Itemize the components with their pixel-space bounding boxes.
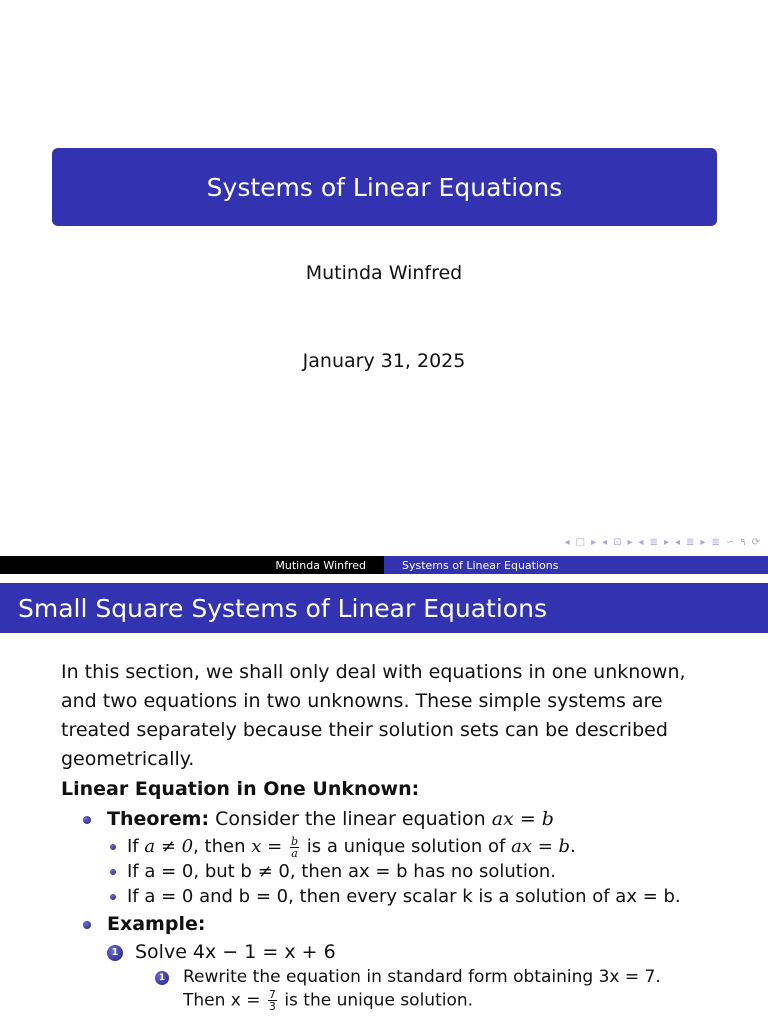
theorem-equation: ax = b [491,808,554,830]
case-prefix: If [127,836,139,857]
nav-prev-section-icon[interactable]: ◂ [675,537,681,548]
substep-line-1: Rewrite the equation in standard form obtaining 3x = 7. [183,967,661,987]
fraction-7-over-3 [268,989,277,1012]
section-heading: Linear Equation in One Unknown: [61,778,420,800]
case-item: If a = 0, but b ≠ 0, then ax = b has no solution. [107,859,721,884]
case-middle: , then [193,836,246,857]
case-end: . [570,836,576,857]
fraction-denominator: a [291,846,298,860]
example-label: Example: [107,913,206,935]
frame-title [0,583,768,633]
slide-content [61,658,721,1013]
fraction-numerator: b [290,834,298,848]
case-equation: ax = b [511,836,571,857]
enum-number-1a: 1 [155,971,169,985]
fraction-numerator: 7 [268,988,276,1001]
substep-line-2 [183,989,721,1013]
author-name: Mutinda Winfred [305,262,463,284]
theorem-cases [107,834,721,909]
footer-author: Mutinda Winfred [0,556,384,574]
nav-next-subsection-icon[interactable]: ▸ [663,537,669,548]
nav-prev-subsection-icon[interactable]: ◂ [638,537,644,548]
example-step [107,939,721,1013]
nav-subsection-icon[interactable]: ≣ [649,537,658,548]
substep-suffix: is the unique solution. [284,990,474,1011]
nav-section-icon[interactable]: ≣ [686,537,695,548]
footer-bar [0,556,768,574]
footer-title: Systems of Linear Equations [384,556,768,574]
nav-next-slide-icon[interactable]: ▸ [591,537,597,548]
nav-frame-icon[interactable]: ⊡ [613,537,622,548]
substep-prefix: Then x = [183,990,261,1011]
case-item [107,834,721,859]
main-list [83,804,721,1013]
example-text: Solve 4x − 1 = x + 6 [135,941,336,963]
theorem-item [83,804,721,909]
nav-search-icon[interactable]: ٩ [740,537,746,548]
presentation-title: Systems of Linear Equations [206,172,563,202]
example-substeps [155,966,721,1013]
case-item: If a = 0 and b = 0, then every scalar k is a solution of ax = b. [107,884,721,909]
fraction-b-over-a [290,836,299,859]
nav-prev-frame-icon[interactable]: ◂ [602,537,608,548]
nav-next-section-icon[interactable]: ▸ [700,537,706,548]
case-condition: a ≠ 0 [144,836,194,857]
intro-paragraph: In this section, we shall only deal with equations in one unknown, and two equations in two unknowns. These simple systems are treated separately because their solution sets can be described geometrically. [61,661,686,770]
theorem-label: Theorem: [107,808,210,830]
beamer-navigation [565,536,760,550]
fraction-denominator: 3 [268,1000,276,1013]
example-list [107,939,721,1013]
case-post: is a unique solution of [306,836,506,857]
nav-prev-slide-icon[interactable]: ◂ [564,537,570,548]
nav-next-frame-icon[interactable]: ▸ [627,537,633,548]
theorem-text: Consider the linear equation [215,808,486,830]
title-box [52,148,717,226]
case-solution: x = [251,836,283,857]
nav-slide-icon[interactable]: □ [575,537,586,548]
nav-toc-icon[interactable]: ≣ [711,537,720,548]
enum-number-1: 1 [107,945,123,961]
example-item [83,909,721,1013]
nav-back-icon[interactable]: ∽ [725,537,735,548]
presentation-date: January 31, 2025 [302,350,466,372]
nav-forward-icon[interactable]: ⟳ [751,537,760,548]
substep-item [155,966,721,1013]
frame-title-text: Small Square Systems of Linear Equations [18,593,547,623]
